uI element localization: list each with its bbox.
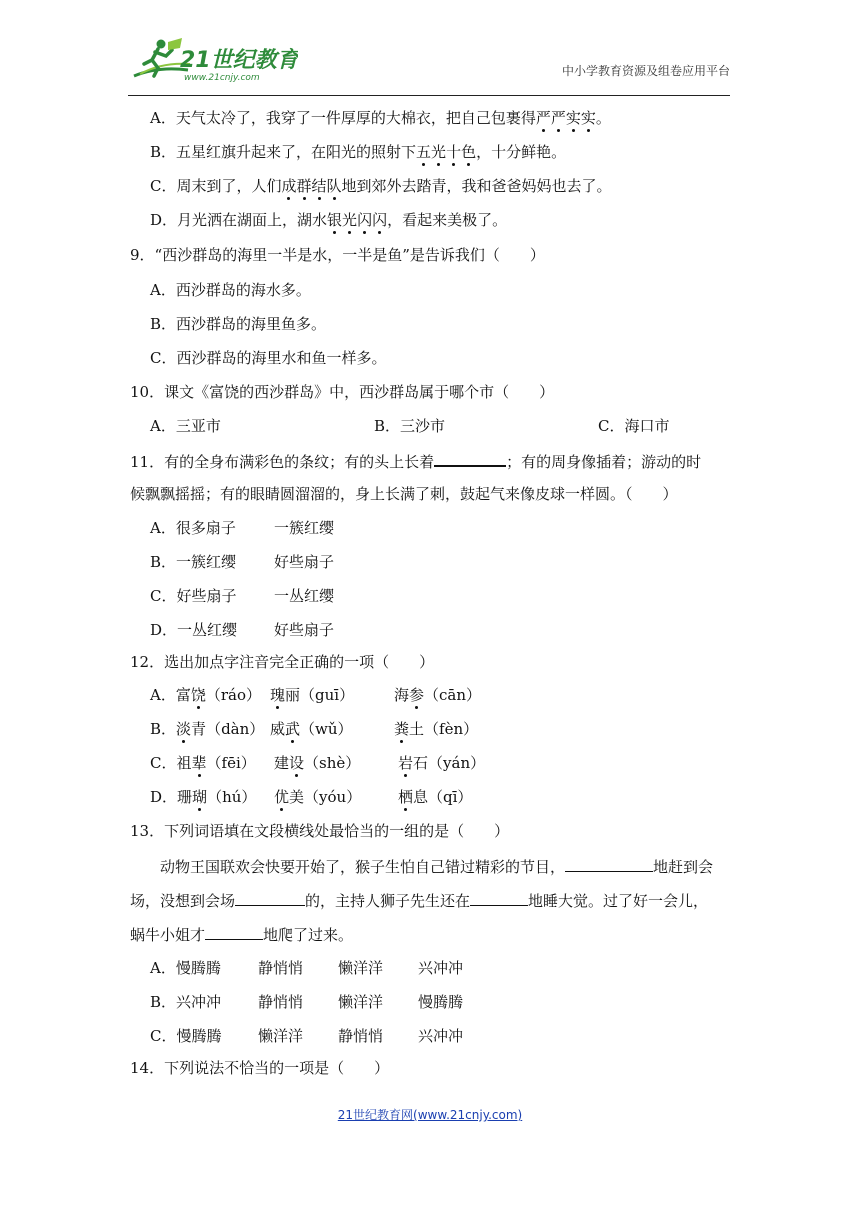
page-header [0,0,860,100]
dotted-char: 色 [461,143,477,161]
header-divider [128,95,730,96]
answer-blank [205,924,263,940]
q8-option-d: D．月光洒在湖面上，湖水银光闪闪，看起来美极了。 [150,211,508,229]
q8-option-b: B．五星红旗升起来了，在阳光的照射下五光十色，十分鲜艳。 [150,143,567,161]
question-11-stem-line1: 11．有的全身布满彩色的条纹；有的头上长着 ；有的周身像插着；游动的时 [130,450,701,472]
dotted-word [536,109,596,127]
q8-option-c: C．周末到了，人们成群结队地到郊外去踏青，我和爸爸妈妈也去了。 [150,177,612,195]
q13-paragraph-line3: 蜗牛小姐才 地爬了过来。 [130,926,354,944]
dotted-word [416,143,476,161]
dotted-char: 辈 [191,754,207,772]
platform-name: 中小学教育资源及组卷应用平台 [561,64,730,78]
dotted-char: 严 [535,109,551,127]
answer-blank [434,450,506,467]
dotted-char: 饶 [190,686,206,704]
question-10-stem: 10．课文《富饶的西沙群岛》中，西沙群岛属于哪个市（ ） [130,383,555,401]
dotted-char: 光 [342,211,358,229]
dotted-char: 实 [565,109,581,127]
q11-option-a: A．很多扇子 一簇红缨 [150,519,335,537]
q9-option-c: C．西沙群岛的海里水和鱼一样多。 [150,349,387,367]
dotted-char: 光 [431,143,447,161]
site-logo[interactable] [128,36,298,86]
dotted-char: 优 [274,788,290,806]
q8-option-a: A．天气太冷了，我穿了一件厚厚的大棉衣，把自己包裹得严严实实。 [150,109,611,127]
dotted-char: 参 [409,686,425,704]
dotted-char: 群 [296,177,312,195]
q13-option-c: C．慢腾腾 懒洋洋 静悄悄 兴冲冲 [150,1027,464,1045]
dotted-char: 粪 [394,720,410,738]
dotted-char: 瑚 [192,788,208,806]
dotted-char: 武 [285,720,301,738]
dotted-char: 实 [580,109,596,127]
dotted-char: 成 [281,177,297,195]
dotted-char: 岩 [398,754,414,772]
q12-option-a: A．富饶（ráo） 瑰丽（guī） 海参（cān） [150,686,482,704]
dotted-char: 银 [327,211,343,229]
q12-option-c: C．祖辈（fēi） 建设（shè） 岩石（yán） [150,754,486,772]
dotted-char: 结 [311,177,327,195]
dotted-char: 淡 [176,720,192,738]
q9-option-a: A．西沙群岛的海水多。 [150,281,311,299]
dotted-char: 闪 [357,211,373,229]
answer-blank [235,890,305,906]
dotted-char: 五 [416,143,432,161]
q10-option-c: C．海口市 [598,417,670,435]
dotted-char: 严 [550,109,566,127]
question-13-stem: 13．下列词语填在文段横线处最恰当的一组的是（ ） [130,822,510,840]
svg-text:www.21cnjy.com: www.21cnjy.com [184,73,260,83]
dotted-char: 闪 [372,211,388,229]
question-12-stem: 12．选出加点字注音完全正确的一项（ ） [130,653,435,671]
q11-option-c: C．好些扇子 一丛红缨 [150,587,335,605]
dotted-word [327,211,387,229]
q10-option-a: A．三亚市 [150,417,221,435]
question-14-stem: 14．下列说法不恰当的一项是（ ） [130,1059,390,1077]
svg-text:21世纪教育: 21世纪教育 [180,48,298,73]
dotted-char: 瑰 [270,686,286,704]
runner-logo-icon [128,36,298,86]
dotted-char: 十 [446,143,462,161]
dotted-char: 队 [326,177,342,195]
q12-option-d: D．珊瑚（hú） 优美（yóu） 栖息（qī） [150,788,473,806]
page-footer [0,1106,860,1123]
answer-blank [565,856,653,872]
q13-option-a: A．慢腾腾 静悄悄 懒洋洋 兴冲冲 [150,959,464,977]
question-11-stem-line2: 候飘飘摇摇；有的眼睛圆溜溜的，身上长满了刺，鼓起气来像皮球一样圆。（ ） [130,485,678,503]
q13-paragraph-line1: 动物王国联欢会快要开始了，猴子生怕自己错过精彩的节目， 地赶到会 [160,858,714,876]
q13-paragraph-line2: 场，没想到会场 的，主持人狮子先生还在 地睡大觉。过了好一会儿， [130,892,709,910]
dotted-word [281,177,341,195]
q9-option-b: B．西沙群岛的海里鱼多。 [150,315,327,333]
dotted-char: 设 [289,754,305,772]
q13-option-b: B．兴冲冲 静悄悄 懒洋洋 慢腾腾 [150,993,464,1011]
dotted-char: 栖 [398,788,414,806]
question-9-stem: 9．“西沙群岛的海里一半是水，一半是鱼”是告诉我们（ ） [130,246,545,264]
footer-link[interactable]: 21世纪教育网(www.21cnjy.com) [337,1108,523,1122]
q10-option-b: B．三沙市 [374,417,446,435]
q11-option-b: B．一簇红缨 好些扇子 [150,553,335,571]
answer-blank [470,890,528,906]
q12-option-b: B．淡青（dàn） 威武（wǔ） 粪土（fèn） [150,720,479,738]
q11-option-d: D．一丛红缨 好些扇子 [150,621,335,639]
